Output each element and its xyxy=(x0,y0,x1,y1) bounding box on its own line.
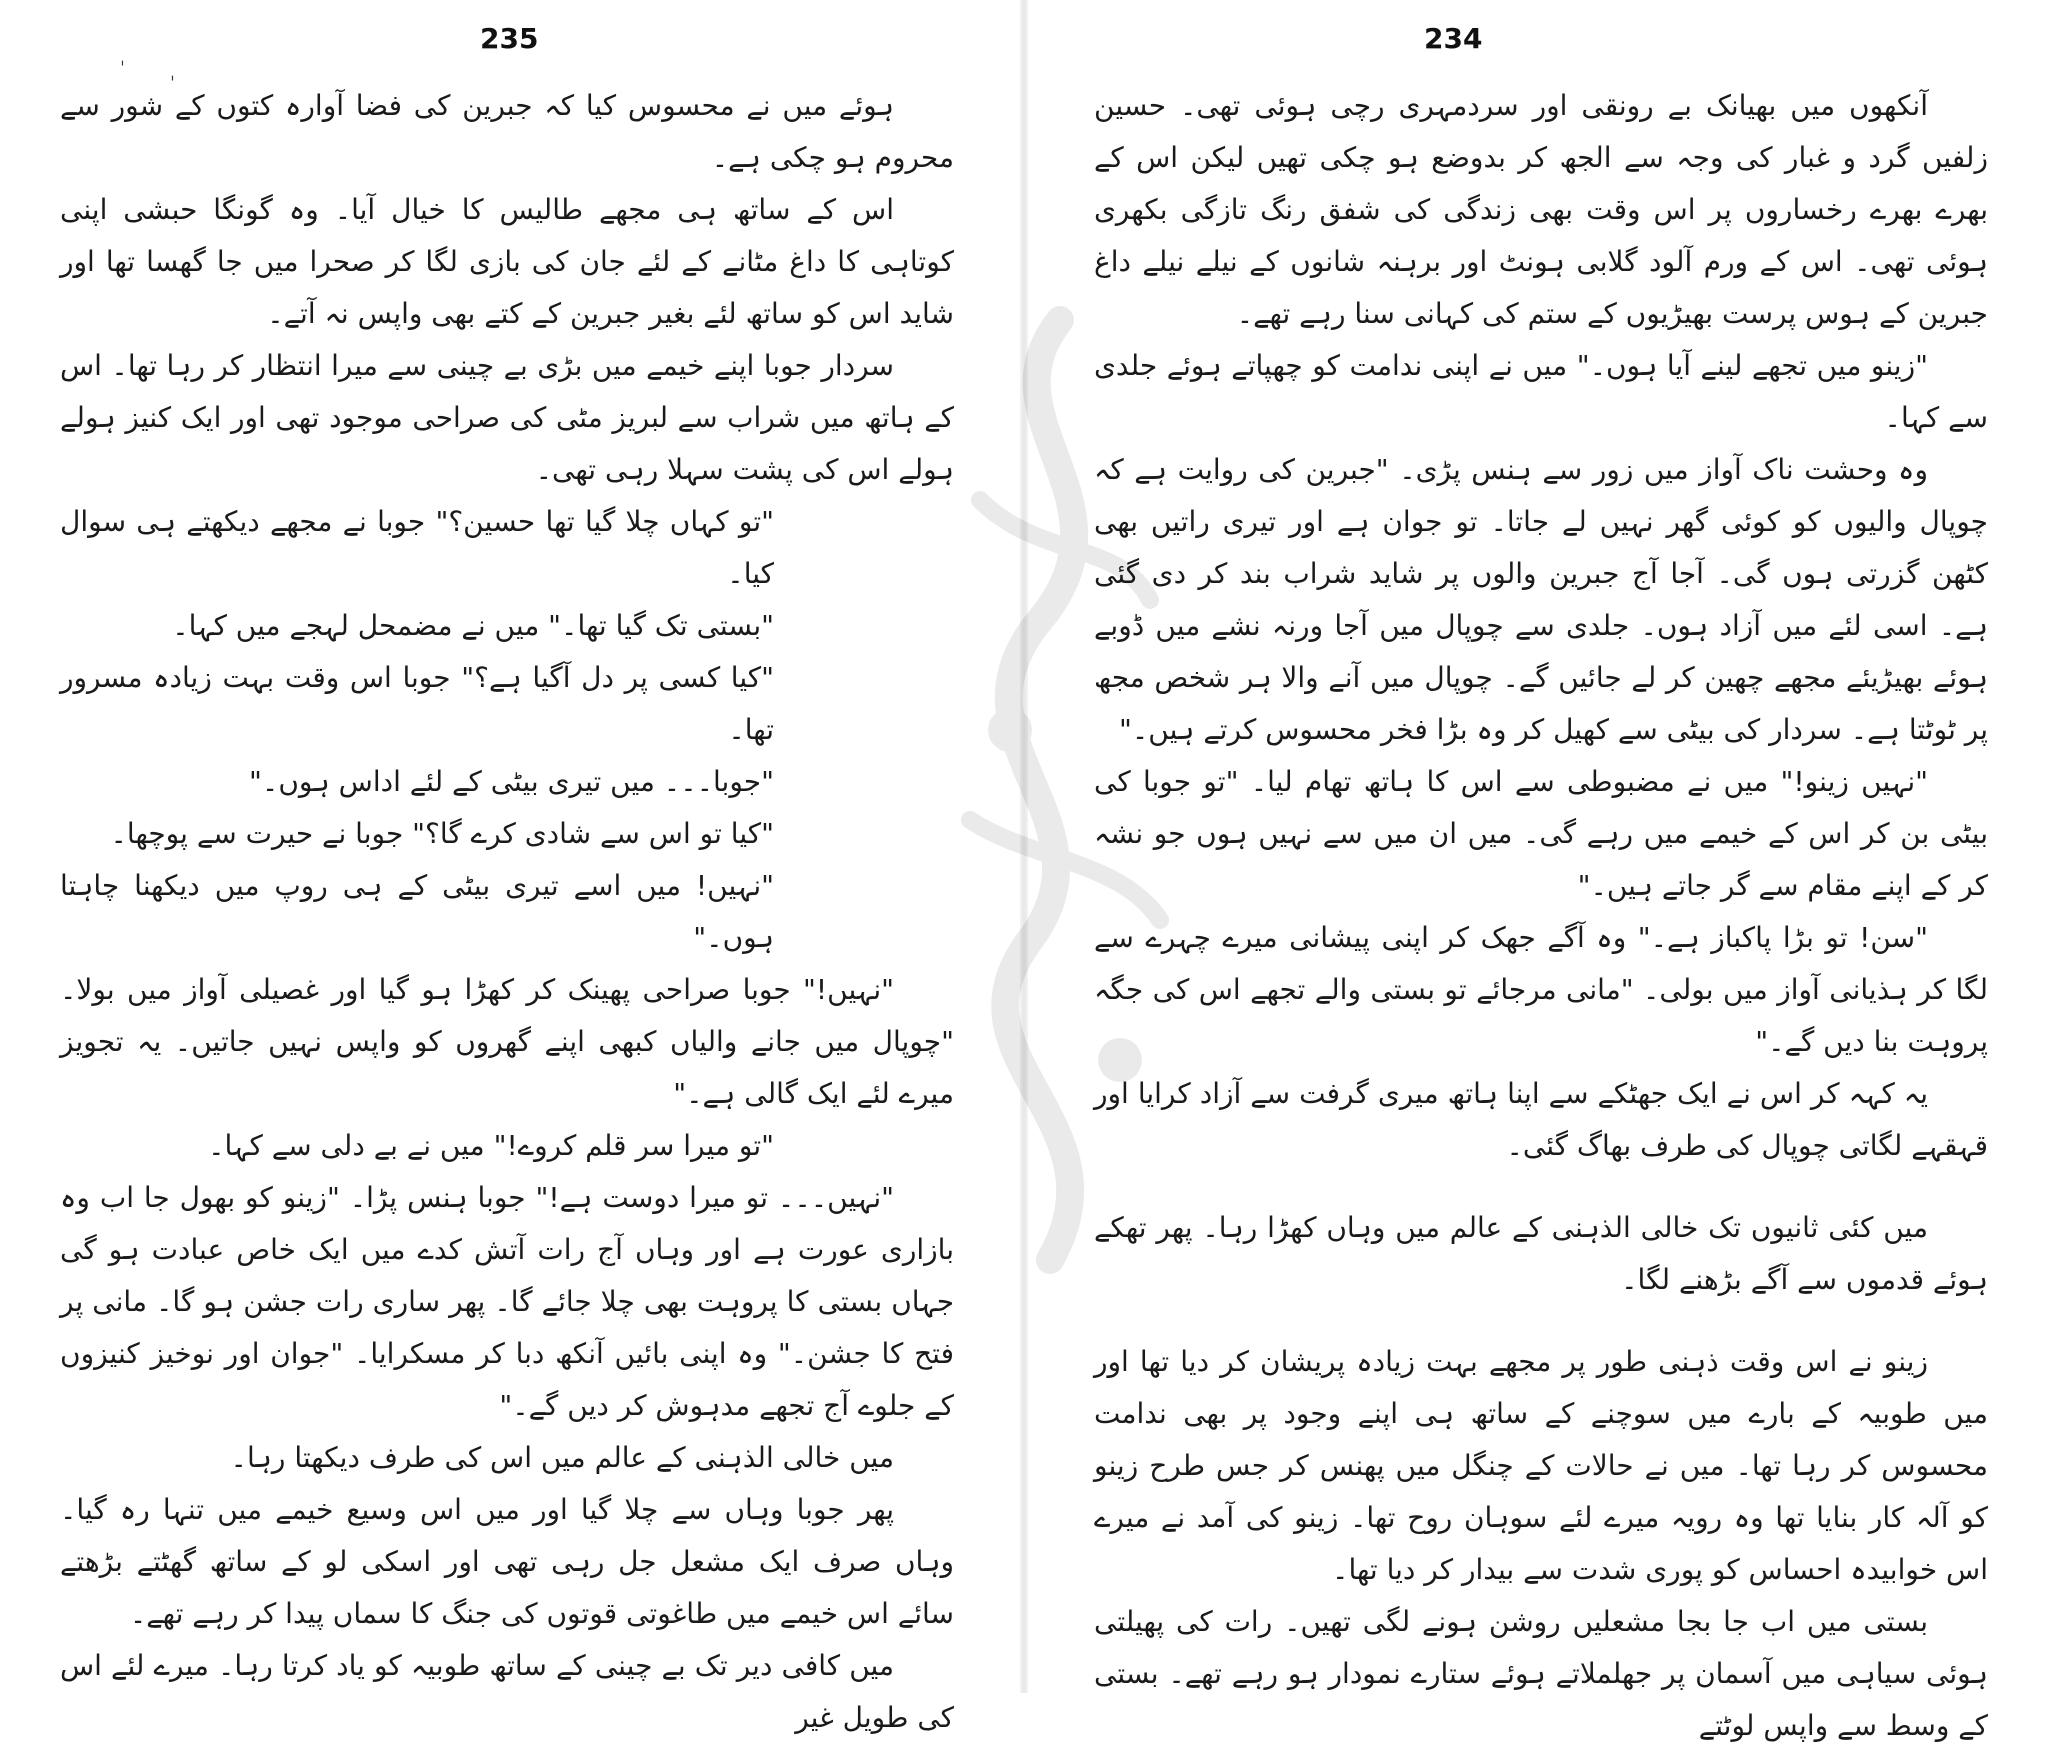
page-number-left: 235 xyxy=(480,22,539,55)
left-text-block xyxy=(60,80,954,1744)
paragraph: "کیا کسی پر دل آگیا ہے؟" جوبا اس وقت بہت زیادہ مسرور تھا۔ xyxy=(60,661,774,746)
paragraph: "جوبا۔۔۔ میں تیری بیٹی کے لئے اداس ہوں۔" xyxy=(249,765,774,798)
paragraph: "کیا تو اس سے شادی کرے گا؟" جوبا نے حیرت سے پوچھا۔ xyxy=(110,817,774,850)
paragraph: پھر جوبا وہاں سے چلا گیا اور میں اس وسیع خیمے میں تنہا رہ گیا۔ وہاں صرف ایک مشعل جل رہی تھی اور اسکی لو کے ساتھ گھٹتے بڑھتے سائے اس خیمے میں طاغوتی قوتوں کی جنگ کا سماں پیدا کر رہے تھے۔ xyxy=(60,1493,954,1630)
paragraph: "نہیں۔۔۔ تو میرا دوست ہے!" جوبا ہنس پڑا۔ "زینو کو بھول جا اب وہ بازاری عورت ہے اور وہاں آج رات آتش کدے میں ایک خاص عبادت ہو گی جہاں بستی کا پروہت بھی چلا جائے گا۔ پھر ساری رات جشن ہو گا۔ مانی پر فتح کا جشن۔" وہ اپنی بائیں آنکھ دبا کر مسکرایا۔ "جوان اور نوخیز کنیزوں کے جلوے آج تجھے مدہوش کر دیں گے۔" xyxy=(60,1181,954,1422)
scan-mark: ˈ xyxy=(120,58,125,79)
page-right xyxy=(1024,0,2048,1742)
page-number-right: 234 xyxy=(1424,22,1483,55)
paragraph: آنکھوں میں بھیانک بے رونقی اور سردمہری رچی ہوئی تھی۔ حسین زلفیں گرد و غبار کی وجہ سے الجھ کر بدوضع ہو چکی تھیں لیکن اس کے بھرے بھرے رخساروں پر اس وقت بھی زندگی کی شفق رنگ تازگی بکھری ہوئی تھی۔ اس کے ورم آلود گلابی ہونٹ اور برہنہ شانوں کے نیلے نیلے داغ جبرین کے ہوس پرست بھیڑیوں کے ستم کی کہانی سنا رہے تھے۔ xyxy=(1094,89,1988,330)
paragraph: "تو میرا سر قلم کروے!" میں نے بے دلی سے کہا۔ xyxy=(208,1129,774,1162)
paragraph: یہ کہہ کر اس نے ایک جھٹکے سے اپنا ہاتھ میری گرفت سے آزاد کرایا اور قہقہے لگاتی چوپال کی طرف بھاگ گئی۔ xyxy=(1094,1077,1988,1162)
paragraph: "بستی تک گیا تھا۔" میں نے مضمحل لہجے میں کہا۔ xyxy=(172,609,774,642)
paragraph: "نہیں!" جوبا صراحی پھینک کر کھڑا ہو گیا اور غصیلی آواز میں بولا۔ "چوپال میں جانے والیاں کبھی اپنے گھروں کو واپس نہیں جاتیں۔ یہ تجویز میرے لئے ایک گالی ہے۔" xyxy=(60,973,954,1110)
page-left xyxy=(0,0,1024,1734)
paragraph: ہوئے میں نے محسوس کیا کہ جبرین کی فضا آوارہ کتوں کے شور سے محروم ہو چکی ہے۔ xyxy=(60,89,954,174)
paragraph: "تو کہاں چلا گیا تھا حسین؟" جوبا نے مجھے دیکھتے ہی سوال کیا۔ xyxy=(60,505,774,590)
paragraph: بستی میں اب جا بجا مشعلیں روشن ہونے لگی تھیں۔ رات کی پھیلتی ہوئی سیاہی میں آسمان پر جھلملاتے ہوئے ستارے نمودار ہو رہے تھے۔ بستی کے وسط سے واپس لوٹتے xyxy=(1094,1605,1988,1742)
paragraph: "نہیں! میں اسے تیری بیٹی کے ہی روپ میں دیکھنا چاہتا ہوں۔" xyxy=(60,869,774,954)
paragraph: میں کئی ثانیوں تک خالی الذہنی کے عالم میں وہاں کھڑا رہا۔ پھر تھکے ہوئے قدموں سے آگے بڑھنے لگا۔ xyxy=(1094,1211,1988,1296)
paragraph: میں کافی دیر تک بے چینی کے ساتھ طوبیہ کو یاد کرتا رہا۔ میرے لئے اس کی طویل غیر xyxy=(60,1649,954,1734)
paragraph: وہ وحشت ناک آواز میں زور سے ہنس پڑی۔ "جبرین کی روایت ہے کہ چوپال والیوں کو کوئی گھر نہیں لے جاتا۔ تو جوان ہے اور تیری راتیں بھی کٹھن گزرتی ہوں گی۔ آجا آج جبرین والوں پر شاید شراب بند کر دی گئی ہے۔ اسی لئے میں آزاد ہوں۔ جلدی سے چوپال میں آجا ورنہ نشے میں ڈوبے ہوئے بھیڑیئے مجھے چھین کر لے جائیں گے۔ چوپال میں آنے والا ہر شخص مجھ پر ٹوٹتا ہے۔ سردار کی بیٹی سے کھیل کر وہ بڑا فخر محسوس کرتے ہیں۔" xyxy=(1094,453,1988,746)
paragraph: سردار جوبا اپنے خیمے میں بڑی بے چینی سے میرا انتظار کر رہا تھا۔ اس کے ہاتھ میں شراب سے لبریز مٹی کی صراحی موجود تھی اور ایک کنیز ہولے ہولے اس کی پشت سہلا رہی تھی۔ xyxy=(60,349,954,486)
right-text-block xyxy=(1094,80,1988,1752)
paragraph: زینو نے اس وقت ذہنی طور پر مجھے بہت زیادہ پریشان کر دیا تھا اور میں طوبیہ کے بارے میں سوچنے کے ساتھ ہی اپنے وجود پر بھی ندامت محسوس کر رہا تھا۔ میں نے حالات کے چنگل میں پھنس کر جس طرح زینو کو آلہ کار بنایا تھا وہ رویہ میرے لئے سوہان روح تھا۔ زینو کی آمد نے میرے اس خوابیدہ احساس کو پوری شدت سے بیدار کر دیا تھا۔ xyxy=(1094,1345,1988,1586)
paragraph: "زینو میں تجھے لینے آیا ہوں۔" میں نے اپنی ندامت کو چھپاتے ہوئے جلدی سے کہا۔ xyxy=(1094,349,1988,434)
paragraph: اس کے ساتھ ہی مجھے طالیس کا خیال آیا۔ وہ گونگا حبشی اپنی کوتاہی کا داغ مٹانے کے لئے جان کی بازی لگا کر صحرا میں جا گھسا تھا اور شاید اس کو ساتھ لئے بغیر جبرین کے کتے بھی واپس نہ آتے۔ xyxy=(60,193,954,330)
paragraph: "سن! تو بڑا پاکباز ہے۔" وہ آگے جھک کر اپنی پیشانی میرے چہرے سے لگا کر ہذیانی آواز میں بولی۔ "مانی مرجائے تو بستی والے تجھے اس کی جگہ پروہت بنا دیں گے۔" xyxy=(1094,921,1988,1058)
paragraph: میں خالی الذہنی کے عالم میں اس کی طرف دیکھتا رہا۔ xyxy=(230,1441,894,1474)
scan-mark: ˌ xyxy=(170,62,175,83)
paragraph: "نہیں زینو!" میں نے مضبوطی سے اس کا ہاتھ تھام لیا۔ "تو جوبا کی بیٹی بن کر اس کے خیمے میں رہے گی۔ میں ان میں سے نہیں ہوں جو نشہ کر کے اپنے مقام سے گر جاتے ہیں۔" xyxy=(1094,765,1988,902)
